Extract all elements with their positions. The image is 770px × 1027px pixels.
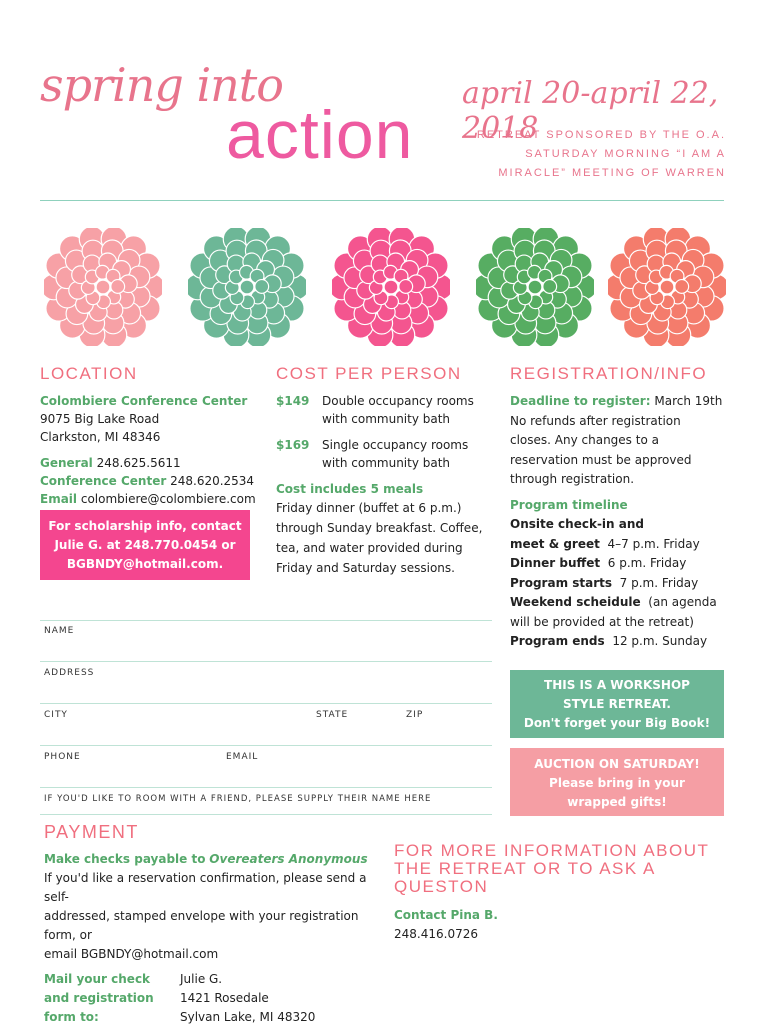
more-info-heading-line: QUESTON [394, 877, 489, 896]
confirmation-line: If you'd like a reservation confirmation, please send a self- [44, 871, 367, 904]
meals-line: Friday dinner (buffet at 6 p.m.) [276, 501, 462, 515]
timeline-heading: Program timeline [510, 497, 628, 512]
timeline-label: Onsite check-in and [510, 517, 644, 531]
location-heading: LOCATION [40, 364, 138, 383]
price-double: $149 [276, 394, 310, 408]
phone-email-field[interactable] [40, 787, 492, 788]
email-label: Email [40, 492, 78, 506]
conf-phone-row [40, 472, 265, 490]
mail-label-line: Mail your check [44, 972, 151, 986]
mail-address-line: 1421 Rosedale [180, 991, 269, 1005]
flower-icon [608, 228, 726, 346]
state-label: STATE [316, 710, 349, 720]
address-field[interactable] [40, 703, 492, 704]
auction-box [510, 748, 724, 816]
sponsor-note [436, 126, 726, 183]
city-label: CITY [44, 710, 68, 720]
timeline-time: (an agenda [648, 595, 717, 609]
contact-label: Contact Pina B. [394, 908, 498, 922]
flower-icon [476, 228, 594, 346]
more-info-heading-line: THE RETREAT OR TO ASK A [394, 859, 656, 878]
price-row [276, 392, 496, 428]
workshop-line: Don't forget your Big Book! [523, 716, 711, 730]
mail-address-line: Julie G. [180, 972, 223, 986]
registration-line: No refunds after registration [510, 413, 681, 428]
price-desc: Double occupancy rooms [322, 394, 474, 408]
location-block [40, 392, 265, 508]
general-phone: 248.625.5611 [96, 456, 181, 470]
timeline-row [510, 554, 730, 574]
zip-label: ZIP [406, 710, 424, 720]
timeline-label: Program ends [510, 634, 605, 648]
title-line-1: spring into [40, 58, 283, 112]
flower-icon [44, 228, 162, 346]
price-row [276, 436, 496, 472]
event-dates: april 20-april 22, 2018 [462, 76, 719, 146]
phone-label: PHONE [44, 752, 81, 762]
auction-line: Please bring in your [549, 776, 685, 790]
more-info-heading [394, 842, 724, 896]
name-label: NAME [44, 626, 75, 636]
mail-row [44, 970, 384, 1027]
timeline-label: Dinner buffet [510, 556, 601, 570]
address-label: ADDRESS [44, 668, 95, 678]
mail-address [180, 970, 315, 1027]
registration-line: through registration. [510, 472, 635, 486]
flower-icon [332, 228, 450, 346]
deadline-row [510, 392, 730, 412]
price-desc: with community bath [322, 456, 451, 470]
timeline-row [510, 574, 730, 594]
timeline-time: 12 p.m. Sunday [612, 634, 708, 648]
registration-block [510, 392, 730, 652]
sponsor-line: RETREAT SPONSORED BY THE O.A. [476, 129, 726, 141]
registration-line: reservation must be approved [510, 452, 692, 467]
mail-label [44, 970, 180, 1027]
email-link[interactable]: colombiere@colombiere.com [80, 492, 256, 506]
city-state-zip-field[interactable] [40, 745, 492, 746]
general-label: General [40, 456, 93, 470]
payable-prefix: Make checks payable to [44, 852, 206, 866]
conf-phone: 248.620.2534 [170, 474, 255, 488]
deadline-label: Deadline to register: [510, 394, 651, 408]
scholarship-box [40, 510, 250, 580]
auction-line: wrapped gifts! [567, 795, 667, 809]
contact-phone: 248.416.0726 [394, 927, 478, 941]
friend-field[interactable] [40, 814, 492, 815]
title-line-2: action [226, 97, 414, 173]
timeline-row [510, 535, 730, 555]
price-desc: with community bath [322, 412, 451, 426]
scholarship-line: BGBNDY@hotmail.com. [66, 557, 224, 571]
confirmation-line: addressed, stamped envelope with your registration form, or [44, 909, 359, 942]
timeline-time: 4–7 p.m. Friday [607, 536, 700, 551]
scholarship-line: For scholarship info, contact [48, 519, 242, 533]
sponsor-line: SATURDAY MORNING “I AM A [525, 148, 726, 160]
timeline-row [510, 632, 730, 652]
more-info-heading-line: FOR MORE INFORMATION ABOUT [394, 841, 710, 860]
meals-line: through Sunday breakfast. Coffee, [276, 521, 483, 535]
sponsor-line: MIRACLE” MEETING OF WARREN [498, 167, 726, 179]
registration-line: closes. Any changes to a [510, 433, 659, 447]
deadline-date: March 19th [654, 394, 723, 408]
venue-street: 9075 Big Lake Road [40, 412, 160, 426]
timeline-time: 7 p.m. Friday [619, 575, 699, 590]
meals-text [276, 498, 496, 578]
header-divider [40, 200, 724, 201]
price-desc: Single occupancy rooms [322, 438, 469, 452]
timeline-label: Weekend scheidule [510, 595, 641, 609]
cost-block [276, 392, 496, 578]
name-field[interactable] [40, 661, 492, 662]
mail-label-line: form to: [44, 1010, 99, 1024]
meals-heading: Cost includes 5 meals [276, 482, 424, 496]
timeline-label: meet & greet [510, 536, 600, 551]
more-info-contact [394, 906, 498, 944]
payment-heading: PAYMENT [44, 822, 139, 842]
venue-city: Clarkston, MI 48346 [40, 430, 161, 444]
auction-line: AUCTION ON SATURDAY! [534, 757, 700, 771]
timeline-row [510, 593, 730, 613]
email-row [40, 490, 265, 508]
payment-block [44, 850, 384, 1027]
timeline-time: will be provided at the retreat) [510, 614, 694, 629]
email-label: EMAIL [226, 752, 259, 762]
timeline-label: Program starts [510, 575, 613, 590]
scholarship-line: Julie G. at 248.770.0454 or [54, 538, 236, 552]
cost-heading: COST PER PERSON [276, 364, 462, 383]
workshop-line: STYLE RETREAT. [563, 697, 671, 711]
price-single: $169 [276, 438, 310, 452]
mail-label-line: and registration [44, 991, 154, 1005]
general-phone-row [40, 454, 265, 472]
workshop-box [510, 670, 724, 738]
confirmation-line: email BGBNDY@hotmail.com [44, 947, 219, 961]
payable-row [44, 850, 384, 869]
friend-label: IF YOU'D LIKE TO ROOM WITH A FRIEND, PLEASE SUPPLY THEIR NAME HERE [44, 794, 432, 804]
venue-name: Colombiere Conference Center [40, 394, 248, 408]
registration-heading: REGISTRATION/INFO [510, 364, 708, 383]
payable-to: Overeaters Anonymous [209, 852, 368, 866]
meals-line: tea, and water provided during [276, 541, 463, 555]
meals-line: Friday and Saturday sessions. [276, 561, 455, 575]
timeline-time: 6 p.m. Friday [607, 556, 687, 570]
mail-address-line: Sylvan Lake, MI 48320 [180, 1010, 316, 1024]
conf-label: Conference Center [40, 474, 167, 488]
workshop-line: THIS IS A WORKSHOP [544, 678, 690, 692]
form-divider [40, 620, 492, 621]
flower-icon [188, 228, 306, 346]
